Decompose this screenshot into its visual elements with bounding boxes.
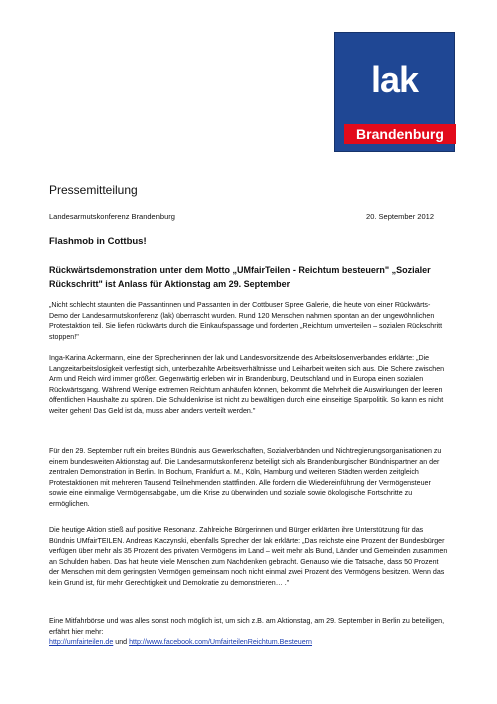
paragraph-text: Für den 29. September ruft ein breites Bündnis aus Gewerkschaften, Sozialverbänden und Nichtregierungsorganisationen zu einem bundesweiten Aktionstag auf. Die Landesarmutskonferenz beteiligt sich als Brandenburgischer Bündnispartner an der zentralen Demonstration in Berlin. In Bochum, Frankfurt a. M., Köln, Hamburg und weiteren Städten werden zeitgleich Protestaktionen mit mehreren Tausend Teilnehmenden stattfinden. Alle fordern die Wiedereinführung der Vermögensteuer sowie eine einmalige Vermögensabgabe, um die Krise zu überwinden und soziale sowie ökologische Fortschritte zu ermöglichen.	[49, 447, 442, 508]
umfairteilen-link[interactable]: http://umfairteilen.de	[49, 638, 114, 646]
links-intro: Eine Mitfahrbörse und was alles sonst noch möglich ist, um sich z.B. am Aktionstag, am 29. September in Berlin zu beteiligen, erfährt hier mehr:	[49, 617, 445, 636]
organization: Landesarmutskonferenz Brandenburg	[49, 212, 175, 221]
facebook-link[interactable]: http://www.facebook.com/UmfairteilenReichtum.Besteuern	[129, 638, 313, 646]
document-type: Pressemitteilung	[49, 183, 138, 197]
logo-sub-text: Brandenburg	[356, 126, 444, 142]
paragraph-text: Die heutige Aktion stieß auf positive Resonanz. Zahlreiche Bürgerinnen und Bürger erklärten ihre Unterstützung für das Bündnis UMfairTEILEN. Andreas Kaczynski, ebenfalls Sprecher der lak erklärte: „Das reichste eine Prozent der Bundesbürger verfügen über mehr als 35 Prozent des privaten Vermögens im Land – weit mehr als Bund, Länder und Gemeinden zusammen an Schulden haben. Das hat heute viele Menschen zum Nachdenken gebracht. Genauso wie die Tatsache, dass 50 Prozent der Menschen mit dem geringsten Vermögen gemeinsam noch nicht einmal zwei Prozent des Vermögens besitzen. Wenn das kein Grund ist, für mehr Gerechtigkeit und Demokratie zu demonstrieren… ."	[49, 526, 448, 587]
headline: Flashmob in Cottbus!	[49, 236, 147, 247]
paragraph	[49, 525, 449, 588]
meta-row	[49, 212, 434, 224]
paragraph	[49, 353, 449, 416]
paragraph-links	[49, 616, 449, 648]
subheadline: Rückwärtsdemonstration unter dem Motto „UMfairTeilen - Reichtum besteuern" „Sozialer Rückschritt" ist Anlass für Aktionstag am 29. September	[49, 265, 431, 289]
paragraph	[49, 300, 449, 342]
logo-main-text: lak	[370, 59, 419, 100]
paragraph-text: Inga-Karina Ackermann, eine der Sprecherinnen der lak und Landesvorsitzende des Arbeitslosenverbandes erklärte: „Die Langzeitarbeitslosigkeit verfestigt sich, unterbezahlte Arbeitsverhältnisse und Leiharbeit weiten sich aus. Die Schere zwischen Arm und Reich wird immer größer. Gegenwärtig erleben wir in Brandenburg, Deutschland und in Europa einen sozialen Rückwärtsgang. Während Wenige extremen Reichtum anhäufen können, bekommt die Mehrheit die Auswirkungen der leeren öffentlichen Haushalte zu spüren. Die Schuldenkrise ist nicht zu bewältigen durch eine einseitige Sparpolitik. So kann es nicht weiter gehen! Das Geld ist da, muss aber anders verteilt werden."	[49, 354, 445, 415]
date: 20. September 2012	[366, 212, 434, 221]
lak-logo	[334, 32, 455, 152]
paragraph-text	[49, 616, 449, 648]
paragraph-text: „Nicht schlecht staunten die Passantinnen und Passanten in der Cottbuser Spree Galerie, die heute von einer Rückwärts-Demo der Landesarmutskonferenz (lak) überrascht wurden. Rund 120 Menschen nahmen spontan an der ungewöhnlichen Protestaktion teil. Sie liefen rückwärts durch die Einkaufspassage und forderten „Reichtum umverteilen – sozialen Rückschritt stoppen!"	[49, 301, 443, 341]
links-connector: und	[113, 638, 130, 646]
paragraph	[49, 446, 449, 509]
logo-red-bar	[344, 124, 456, 144]
